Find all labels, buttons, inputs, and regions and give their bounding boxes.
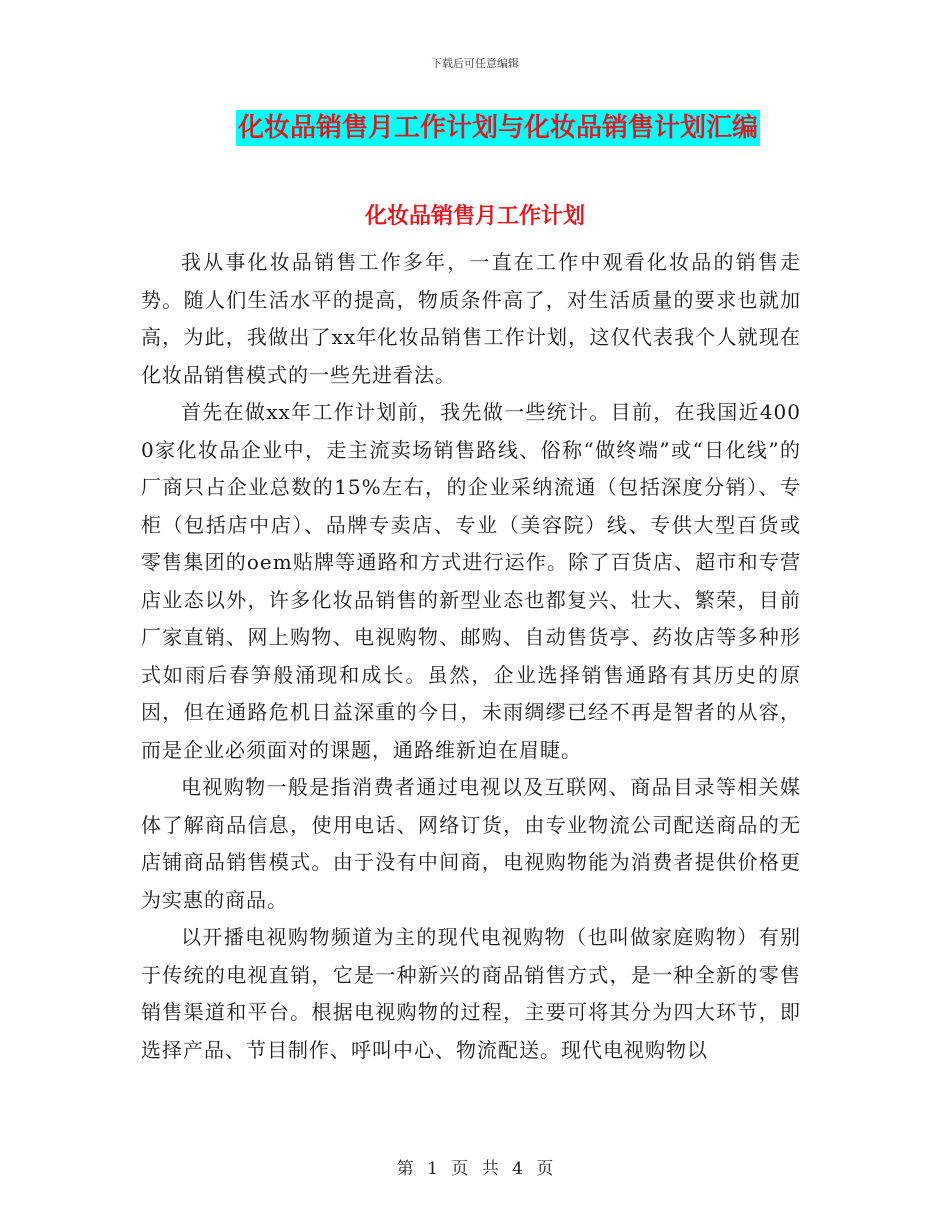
document-title: 化妆品销售月工作计划与化妆品销售计划汇编 xyxy=(236,110,760,146)
page-number: 第 1 页 共 4 页 xyxy=(396,1159,554,1179)
section-title: 化妆品销售月工作计划 xyxy=(364,203,585,229)
paragraph: 我从事化妆品销售工作多年，一直在工作中观看化妆品的销售走势。随人们生活水平的提高，物质条件高了，对生活质量的要求也就加高，为此，我做出了xx年化妆品销售工作计划，这仅代表我个人就现在化妆品销售模式的一些先进看法。 xyxy=(141,250,801,387)
document-body xyxy=(141,244,801,1069)
paragraph: 首先在做xx年工作计划前，我先做一些统计。目前，在我国近4000家化妆品企业中，走主流卖场销售路线、俗称“做终端”或“日化线”的厂商只占企业总数的15%左右，的企业采纳流通（包括深度分销）、专柜（包括店中店）、品牌专卖店、专业（美容院）线、专供大型百货或零售集团的oem贴牌等通路和方式进行运作。除了百货店、超市和专营店业态以外，许多化妆品销售的新型业态也都复兴、壮大、繁荣，目前厂家直销、网上购物、电视购物、邮购、自动售货亭、药妆店等多种形式如雨后春笋般涌现和成长。虽然，企业选择销售通路有其历史的原因，但在通路危机日益深重的今日，未雨绸缪已经不再是智者的从容，而是企业必须面对的课题，通路维新迫在眉睫。 xyxy=(141,400,801,762)
paragraph: 以开播电视购物频道为主的现代电视购物（也叫做家庭购物）有别于传统的电视直销，它是一种新兴的商品销售方式，是一种全新的零售销售渠道和平台。根据电视购物的过程，主要可将其分为四大环节，即选择产品、节目制作、呼叫中心、物流配送。现代电视购物以 xyxy=(141,925,801,1062)
header-note: 下载后可任意编辑 xyxy=(431,57,519,70)
document-title-wrap xyxy=(0,110,950,146)
paragraph: 电视购物一般是指消费者通过电视以及互联网、商品目录等相关媒体了解商品信息，使用电话、网络订货，由专业物流公司配送商品的无店铺商品销售模式。由于没有中间商，电视购物能为消费者提供价格更为实惠的商品。 xyxy=(141,775,801,912)
